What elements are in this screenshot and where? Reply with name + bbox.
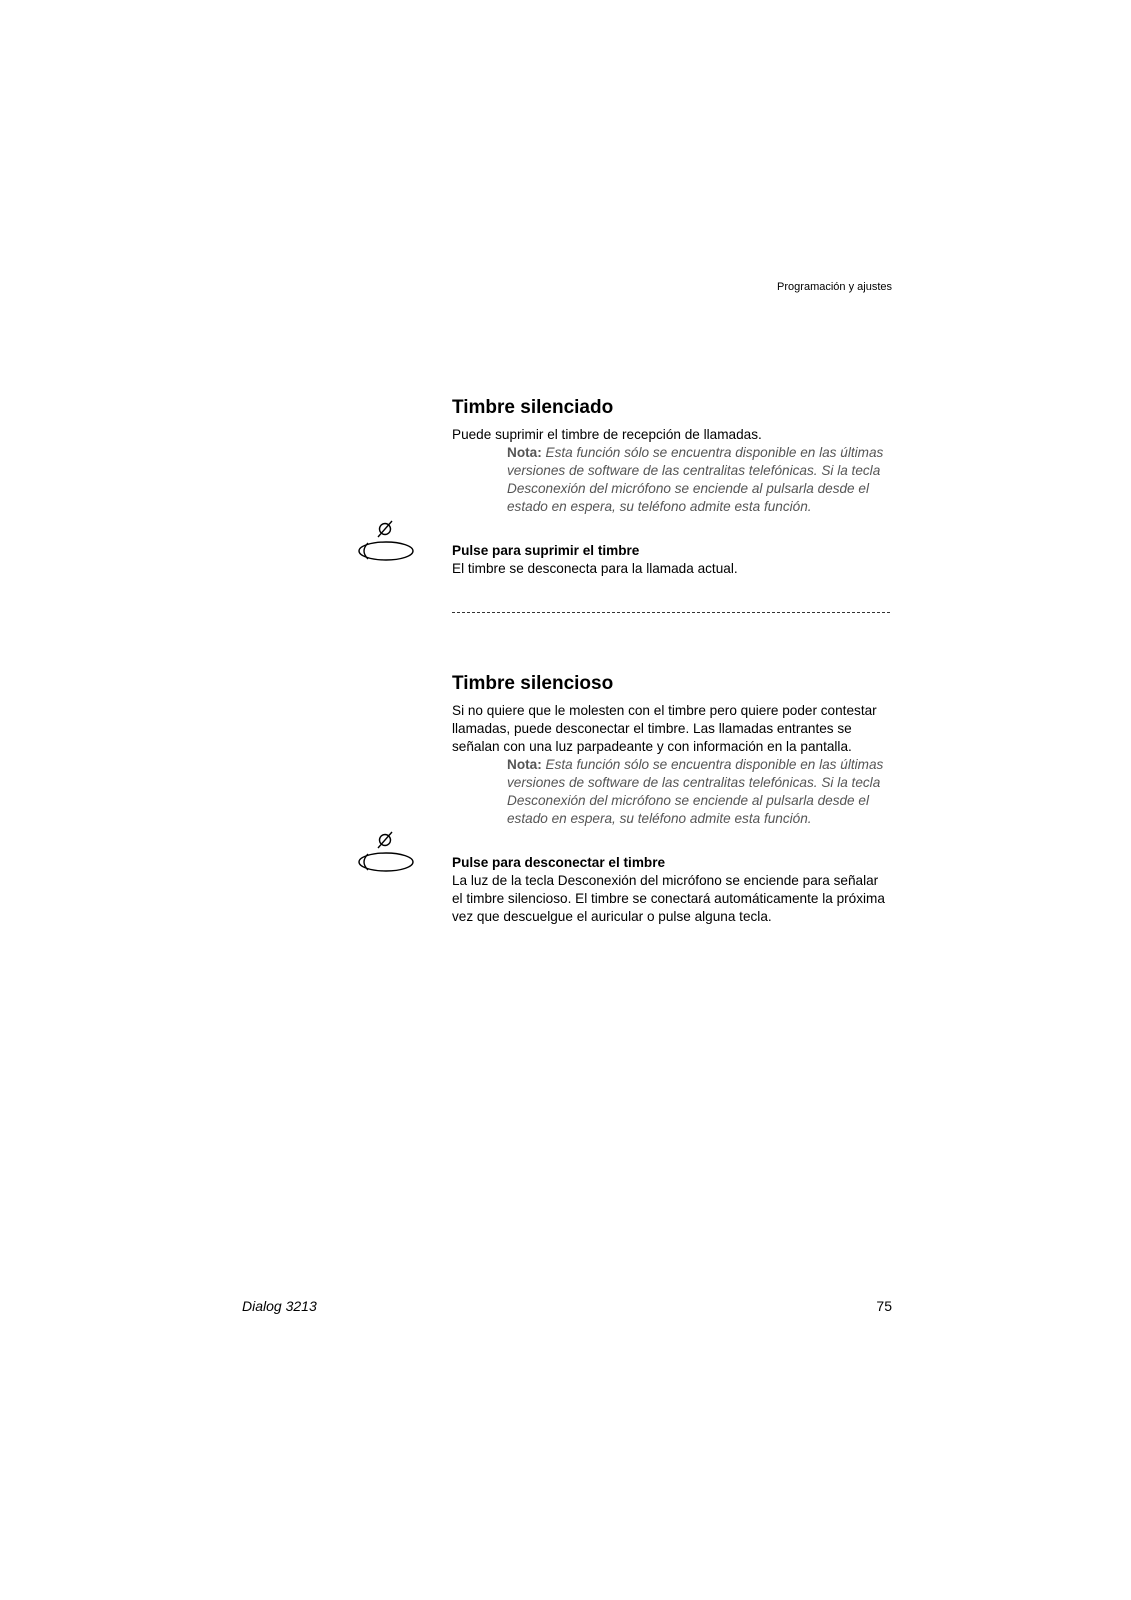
step-suprimir-timbre [452,542,892,578]
note-label: Nota: [507,445,542,460]
note-label: Nota: [507,757,542,772]
footer-page-number: 75 [876,1298,892,1314]
step-desconectar-timbre [452,854,892,926]
note-text: Esta función sólo se encuentra disponible en las últimas versiones de software de las centralitas telefónicas. Si la tecla Desconexión del micrófono se enciende al pulsarla desde el estado en espera, su teléfono admite esta función. [507,757,884,826]
running-header: Programación y ajustes [777,281,892,293]
section-timbre-silencioso [452,672,892,828]
section-divider [452,612,890,613]
note [507,444,892,516]
section-intro: Si no quiere que le molesten con el timbre pero quiere poder contestar llamadas, puede desconectar el timbre. Las llamadas entrantes se señalan con una luz parpadeante y con información en la pantalla. [452,703,877,754]
step-title: Pulse para suprimir el timbre [452,543,640,558]
footer-product-name: Dialog 3213 [242,1298,317,1314]
note-text: Esta función sólo se encuentra disponible en las últimas versiones de software de las centralitas telefónicas. Si la tecla Desconexión del micrófono se enciende al pulsarla desde el estado en espera, su teléfono admite esta función. [507,445,884,514]
microphone-mute-key-icon [356,520,416,566]
step-description: La luz de la tecla Desconexión del micrófono se enciende para señalar el timbre silencioso. El timbre se conectará automáticamente la próxima vez que descuelgue el auricular o pulse alguna tecla. [452,873,885,924]
step-title: Pulse para desconectar el timbre [452,855,666,870]
section-title: Timbre silenciado [452,397,614,418]
note [507,756,892,828]
microphone-mute-key-icon [356,831,416,877]
section-timbre-silenciado [452,396,892,516]
section-intro: Puede suprimir el timbre de recepción de llamadas. [452,427,762,442]
section-title: Timbre silencioso [452,673,614,694]
step-description: El timbre se desconecta para la llamada actual. [452,561,738,576]
